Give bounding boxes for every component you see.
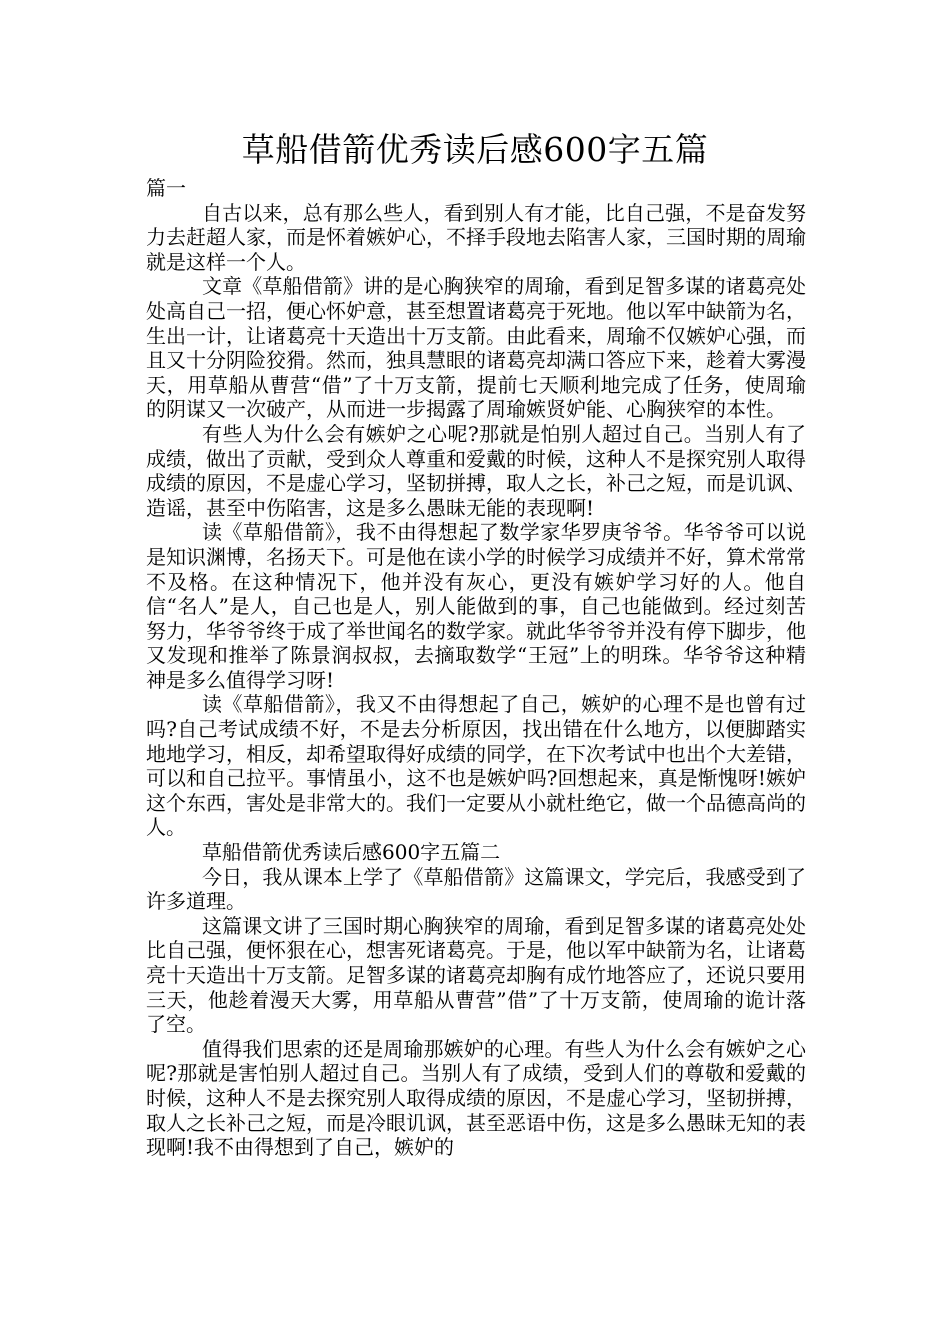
paragraph-4: 读《草船借箭》，我不由得想起了数学家华罗庚爷爷。华爷爷可以说是知识渊博，名扬天下。可是他在读小学的时候学习成绩并不好，算术常常不及格。在这种情况下，他并没有灰心，更没有嫉妒学习好的人。他自信“名人”是人，自己也是人，别人能做到的事，自己也能做到。经过刻苦努力，华爷爷终于成了举世闻名的数学家。就此华爷爷并没有停下脚步，他又发现和推举了陈景润叔叔，去摘取数学“王冠”上的明珠。华爷爷这种精神是多么值得学习呀! xyxy=(146,520,806,692)
paragraph-1: 自古以来，总有那么些人，看到别人有才能，比自己强，不是奋发努力去赶超人家，而是怀着嫉妒心，不择手段地去陷害人家，三国时期的周瑜就是这样一个人。 xyxy=(146,200,806,274)
paragraph-6: 今日，我从课本上学了《草船借箭》这篇课文，学完后，我感受到了许多道理。 xyxy=(146,864,806,914)
section-label: 篇一 xyxy=(146,176,186,200)
document-body xyxy=(146,176,806,1160)
paragraph-3: 有些人为什么会有嫉妒之心呢?那就是怕别人超过自己。当别人有了成绩，做出了贡献，受到众人尊重和爱戴的时候，这种人不是探究别人取得成绩的原因，不是虚心学习，坚韧拼搏，取人之长，补己之短，而是讥讽、造谣，甚至中伤陷害，这是多么愚昧无能的表现啊! xyxy=(146,421,806,520)
document-title: 草船借箭优秀读后感600字五篇 xyxy=(241,130,709,169)
paragraph-5: 读《草船借箭》，我又不由得想起了自己，嫉妒的心理不是也曾有过吗?自己考试成绩不好，不是去分析原因，找出错在什么地方，以便脚踏实地地学习，相反，却希望取得好成绩的同学，在下次考试中也出个大差错，可以和自己拉平。事情虽小，这不也是嫉妒吗?回想起来，真是惭愧呀!嫉妒这个东西，害处是非常大的。我们一定要从小就杜绝它，做一个品德高尚的人。 xyxy=(146,692,806,840)
paragraph-7: 这篇课文讲了三国时期心胸狭窄的周瑜，看到足智多谋的诸葛亮处处比自己强，便怀狠在心，想害死诸葛亮。于是，他以军中缺箭为名，让诸葛亮十天造出十万支箭。足智多谋的诸葛亮却胸有成竹地答应了，还说只要用三天，他趁着漫天大雾，用草船从曹营”借”了十万支箭，使周瑜的诡计落了空。 xyxy=(146,913,806,1037)
paragraph-8: 值得我们思索的还是周瑜那嫉妒的心理。有些人为什么会有嫉妒之心呢?那就是害怕别人超过自己。当别人有了成绩，受到人们的尊敬和爱戴的时候，这种人不是去探究别人取得成绩的原因，不是虚心学习，坚韧拼搏，取人之长补己之短，而是冷眼讥讽，甚至恶语中伤，这是多么愚昧无知的表现啊!我不由得想到了自己，嫉妒的 xyxy=(146,1036,806,1160)
section-heading-2: 草船借箭优秀读后感600字五篇二 xyxy=(202,840,501,865)
paragraph-2: 文章《草船借箭》讲的是心胸狭窄的周瑜，看到足智多谋的诸葛亮处处高自己一招，便心怀妒意，甚至想置诸葛亮于死地。他以军中缺箭为名，生出一计，让诸葛亮十天造出十万支箭。由此看来，周瑜不仅嫉妒心强，而且又十分阴险狡猾。然而，独具慧眼的诸葛亮却满口答应下来，趁着大雾漫天，用草船从曹营“借”了十万支箭，提前七天顺利地完成了任务，使周瑜的阴谋又一次破产，从而进一步揭露了周瑜嫉贤妒能、心胸狭窄的本性。 xyxy=(146,274,806,422)
